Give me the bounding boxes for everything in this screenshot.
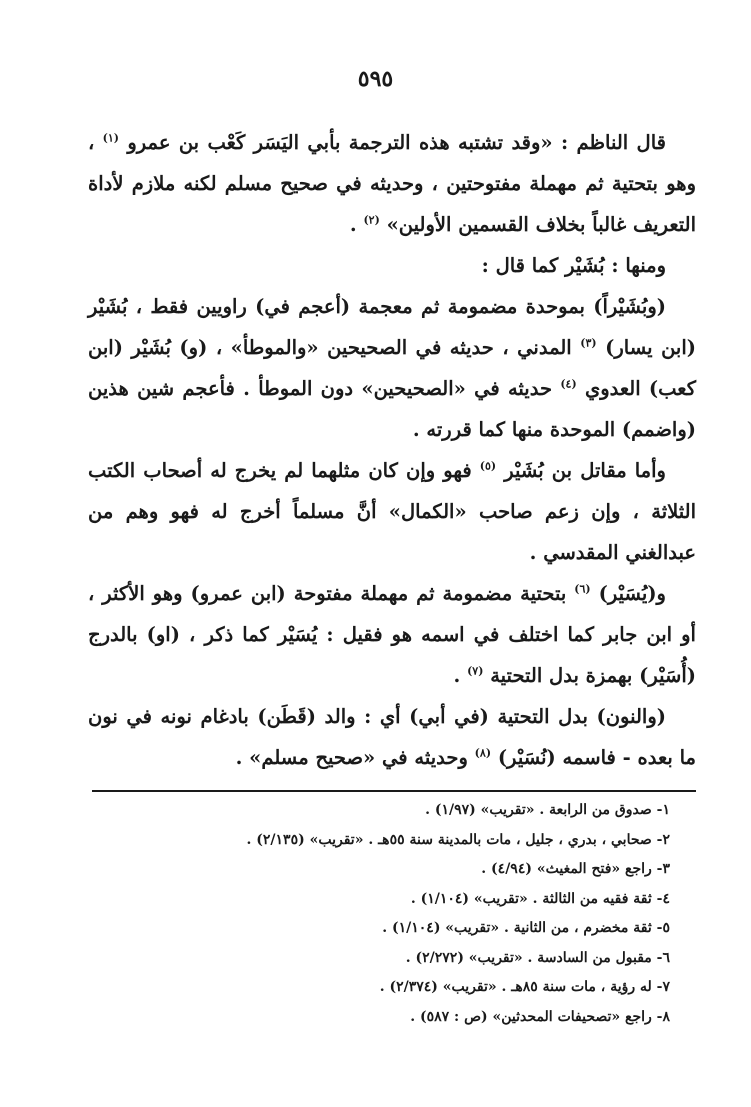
footnote-marker[interactable]: (٣) <box>580 336 597 350</box>
footnote: ٨- راجع «تصحيفات المحدثين» (ص : ٥٨٧) . <box>410 1008 670 1025</box>
main-text <box>88 122 696 778</box>
text-line: و(يُسَيْر) <box>598 582 666 605</box>
text-line: كعب) العدوي <box>584 377 696 400</box>
footnote: ٥- ثقة مخضرم ، من الثانية . «تقريب» (١/١٠٤) . <box>382 920 670 936</box>
footnote-divider <box>92 790 696 792</box>
footnote: ١- صدوق من الرابعة . «تقريب» (١/٩٧) . <box>425 802 670 818</box>
text-line: (ابن يسار) <box>605 336 696 359</box>
text-line: وهو بتحتية ثم مهملة مفتوحتين ، وحديثه في صحيح مسلم لكنه ملازم <box>131 172 696 195</box>
text-line-tail: بتحتية مضمومة ثم مهملة مفتوحة (ابن عمرو) وهو <box>152 582 567 605</box>
text-line: نون ما بعده - فاسمه (نُسَيْر) <box>88 705 696 769</box>
text-line-tail: وحديثه في «صحيح مسلم» . <box>235 746 468 769</box>
text-line: (وبُشَيْراً) بموحدة مضمومة ثم معجمة (أعجم في) راويين فقط ، بُشَيْر <box>88 295 666 318</box>
text-line: (واضمم) الموحدة منها كما قررته . <box>412 418 696 441</box>
footnote: ٤- ثقة فقيه من الثالثة . «تقريب» (١/١٠٤) . <box>410 890 670 907</box>
text-line: الكتب الثلاثة ، وإن زعم صاحب «الكمال» أنَّ مسلماً أخرج له فهو وهم من <box>88 459 696 523</box>
paragraph <box>88 122 696 245</box>
text-line-tail: . <box>349 213 357 236</box>
footnote: ٢- صحابي ، بدري ، جليل ، مات بالمدينة سنة ٥٥هـ . «تقريب» (٢/١٣٥) . <box>246 831 670 848</box>
text-line-tail: . <box>453 664 461 687</box>
paragraph <box>88 450 696 573</box>
footnotes <box>88 796 696 1032</box>
text-line: (والنون) بدل التحتية (في أبي) أي : والد (قَطَن) بادغام نونه في <box>126 705 666 728</box>
paragraph <box>88 286 696 450</box>
text-line: لأداة التعريف غالباً بخلاف القسمين الأولين» <box>88 172 696 236</box>
footnote-marker[interactable]: (٢) <box>363 213 380 227</box>
page-number: ٥٩٥ <box>357 66 394 92</box>
footnote: ٧- له رؤية ، مات سنة ٨٥هـ . «تقريب» (٢/٣٧٤) . <box>379 979 670 995</box>
text-line: قال الناظم : «وقد تشتبه هذه الترجمة بأبي اليَسَر كَعْب بن عمرو <box>127 131 666 154</box>
footnote-marker[interactable]: (٨) <box>474 746 492 760</box>
text-line-tail: فهو وإن كان مثلهما لم يخرج له أصحاب <box>143 459 472 482</box>
footnote-marker[interactable]: (٦) <box>574 582 591 596</box>
text-line-tail: حديثه في «الصحيحين» دون الموطأ . فأعجم شين هذين <box>88 377 553 400</box>
text-line: (او) بالدرج (أُسَيْر) بهمزة بدل التحتية <box>88 623 696 687</box>
footnote-marker[interactable]: (٤) <box>560 377 577 391</box>
text-line: وأما مقاتل بن بُشَيْر <box>504 459 666 482</box>
paragraph <box>88 696 696 778</box>
text-line-tail: ، <box>88 131 95 154</box>
paragraph <box>88 245 696 286</box>
footnote-marker[interactable]: (١) <box>102 131 120 145</box>
footnote-marker[interactable]: (٧) <box>467 664 484 678</box>
footnote: ٦- مقبول من السادسة . «تقريب» (٢/٢٧٢) . <box>405 949 670 966</box>
footnote-marker[interactable]: (٥) <box>479 459 497 473</box>
text-line-tail: المدني ، حديثه في الصحيحين «والموطأ» ، (و) بُشَيْر (ابن <box>88 336 572 359</box>
text-line: ومنها : بُشَيْر كما قال : <box>481 254 666 277</box>
text-line: عبدالغني المقدسي . <box>529 541 696 564</box>
text-line: الأكثر ، أو ابن جابر كما اختلف في اسمه هو فقيل : يُسَيْر كما ذكر ، <box>88 582 696 646</box>
paragraph <box>88 573 696 696</box>
footnote: ٣- راجع «فتح المغيث» (٤/٩٤) . <box>481 861 670 877</box>
